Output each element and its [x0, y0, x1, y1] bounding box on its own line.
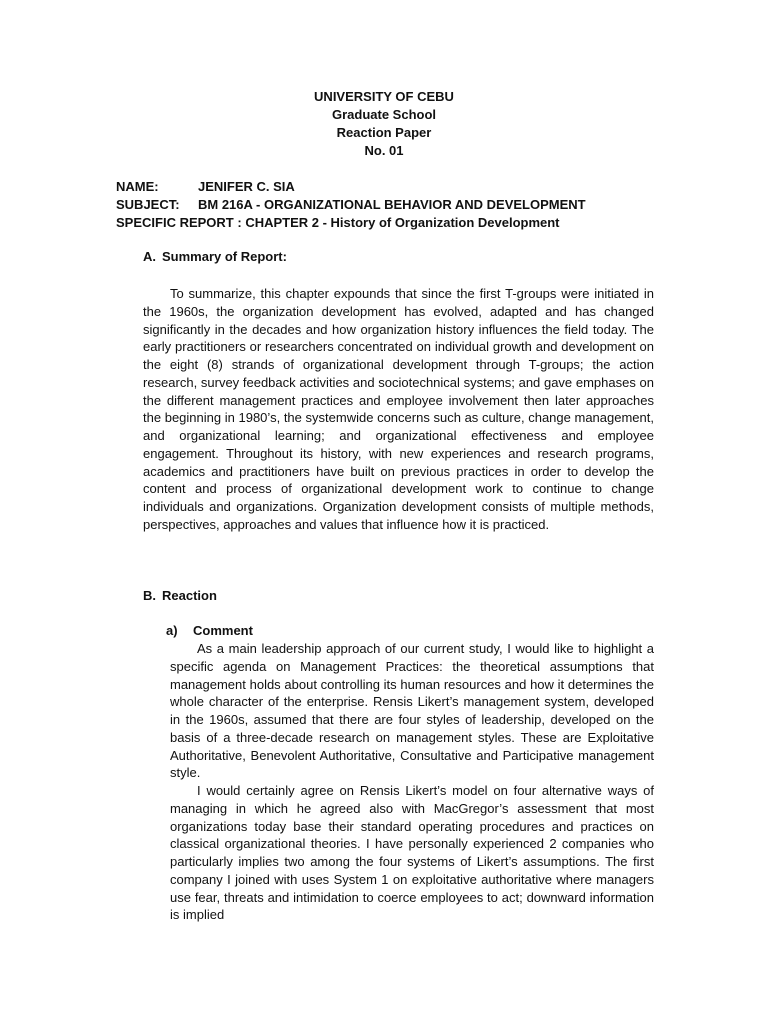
- name-label: NAME:: [116, 179, 159, 194]
- report-label: SPECIFIC REPORT :: [116, 215, 242, 230]
- subject-label: SUBJECT:: [116, 197, 180, 212]
- subject-value: BM 216A - ORGANIZATIONAL BEHAVIOR AND DEVELOPMENT: [198, 197, 586, 212]
- section-b-letter: B.: [143, 588, 156, 603]
- document-type: Reaction Paper: [336, 125, 432, 140]
- meta-name-row: [116, 178, 586, 196]
- section-a-heading: [143, 248, 287, 266]
- meta-report-row: [116, 214, 586, 232]
- school-name: Graduate School: [331, 107, 437, 122]
- university-name: UNIVERSITY OF CEBU: [314, 89, 454, 104]
- comment-paragraph-2: I would certainly agree on Rensis Likert’s model on four alternative ways of managing in which he agreed also with MacGregor’s assessment that most organizations today base their standard operating procedures and practices on classical organizational theories. I have personally experienced 2 companies who particularly implies two among the four systems of Likert’s assumptions. The first company I joined with uses System 1 on exploitative authoritative where managers use fear, threats and intimidation to coerce employees to act; downward information is implied: [170, 783, 654, 923]
- section-b-title: Reaction: [162, 588, 217, 603]
- document-meta: [116, 178, 586, 232]
- section-a-title: Summary of Report:: [162, 249, 287, 264]
- meta-subject-row: [116, 196, 586, 214]
- comment-paragraph-1: As a main leadership approach of our current study, I would like to highlight a specific agenda on Management Practices: the theoretical assumptions that management holds about controlling its human resources and how it determines the whole character of the enterprise. Rensis Likert’s management system, developed in the 1960s, assumed that there are four styles of leadership, developed on the basis of a three-decade research on management styles. These are Exploitative Authoritative, Benevolent Authoritative, Consultative and Participative management style.: [170, 641, 654, 781]
- document-number: No. 01: [364, 143, 404, 158]
- section-b-heading: [143, 587, 217, 605]
- document-header: [0, 88, 768, 160]
- comment-letter: a): [166, 623, 178, 638]
- name-value: JENIFER C. SIA: [198, 179, 295, 194]
- report-value: CHAPTER 2 - History of Organization Development: [245, 215, 560, 230]
- comment-title: Comment: [193, 623, 253, 638]
- comment-heading: [166, 622, 253, 640]
- summary-paragraph: To summarize, this chapter expounds that since the first T-groups were initiated in the 1960s, the organization development has evolved, adapted and has changed significantly in the decades and how organization history influences the field today. The early practitioners or researchers concentrated on individual growth and development on the eight (8) strands of organizational development through T-groups; the action research, survey feedback activities and sociotechnical systems; and gave emphases on the different management practices and employee involvement then later approaches the beginning in 1980’s, the systemwide concerns such as culture, change management, and organizational learning; and organizational effectiveness and employee engagement. Throughout its history, with new experiences and research programs, academics and practitioners have built on previous practices in order to develop the content and process of organizational development work to continue to change individuals and organizations. Organization development consists of multiple methods, perspectives, approaches and values that influence how it is practiced.: [143, 286, 654, 532]
- section-a-letter: A.: [143, 249, 156, 264]
